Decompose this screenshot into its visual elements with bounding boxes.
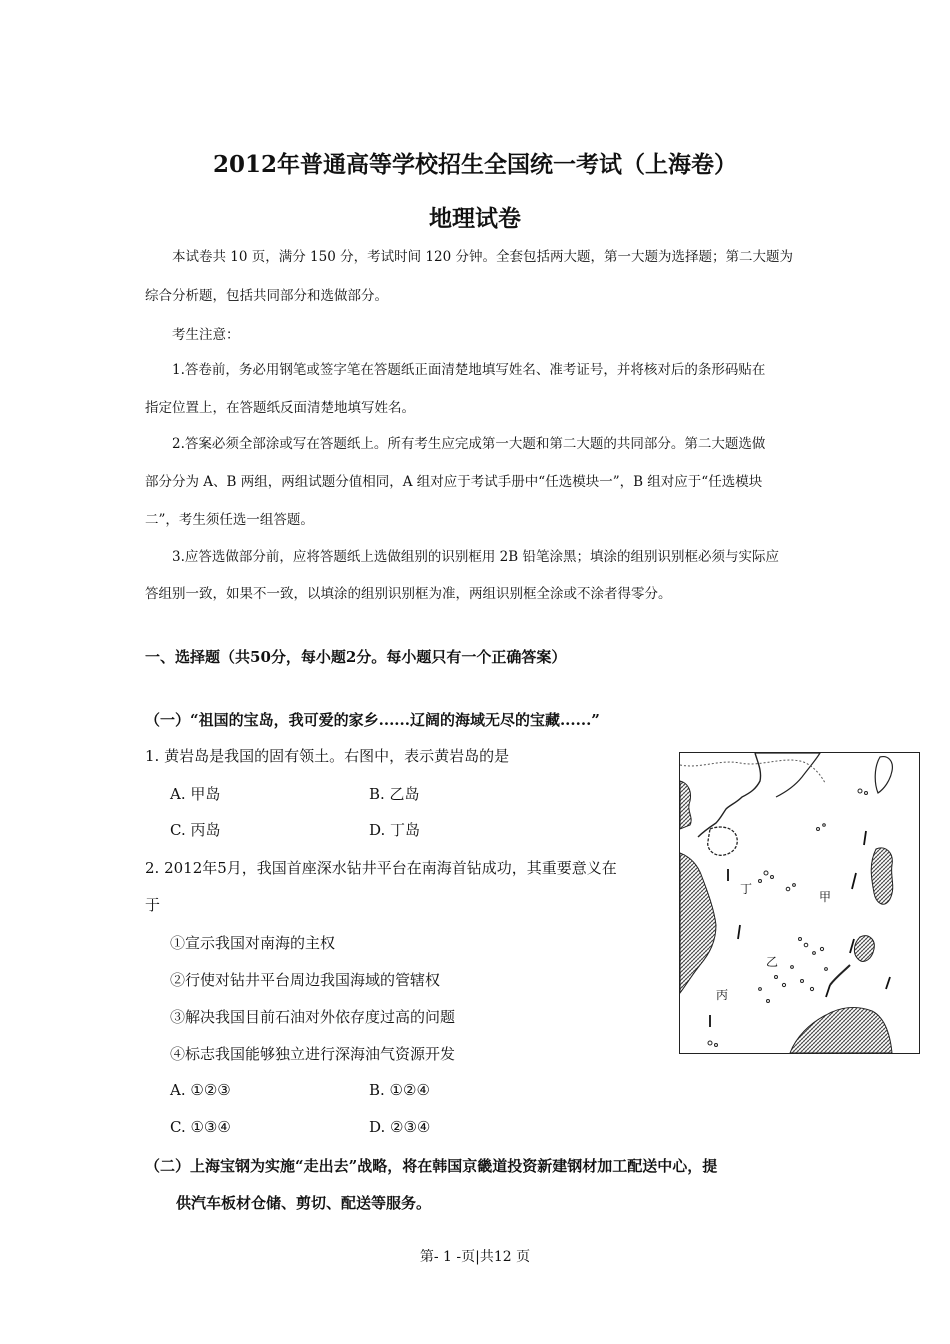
nine-dash-line xyxy=(710,831,890,1027)
question-1-option-d: D. 丁岛 xyxy=(369,821,421,839)
group-2-heading-line-1: （二）上海宝钢为实施“走出去”战略，将在韩国京畿道投资新建钢材加工配送中心，提 xyxy=(145,1157,718,1175)
philippines-south xyxy=(854,936,874,962)
palawan xyxy=(830,965,850,985)
question-2-statement-2: ②行使对钻井平台周边我国海域的管辖权 xyxy=(170,971,441,989)
china-coastline xyxy=(698,753,761,837)
south-china-sea-map xyxy=(679,752,920,1054)
question-2-stem-line-2: 于 xyxy=(145,896,161,914)
group-1-heading: （一）“祖国的宝岛，我可爱的家乡......辽阔的海域无尽的宝藏......” xyxy=(145,711,600,729)
label-bing: 丙 xyxy=(716,988,729,1002)
question-2-option-a: A. ①②③ xyxy=(170,1081,231,1099)
section-heading: 一、选择题（共50分，每小题2分。每小题只有一个正确答案） xyxy=(145,648,567,666)
question-2-option-d: D. ②③④ xyxy=(369,1118,431,1136)
notice-heading: 考生注意： xyxy=(172,327,240,343)
map-graphic xyxy=(680,753,919,1053)
label-ding: 丁 xyxy=(740,882,753,896)
page-subtitle: 地理试卷 xyxy=(429,205,521,232)
question-2-stem-line-1: 2. 2012年5月，我国首座深水钻井平台在南海首钻成功，其重要意义在 xyxy=(145,859,617,877)
label-jia: 甲 xyxy=(819,890,832,904)
question-1-option-a: A. 甲岛 xyxy=(170,785,221,803)
province-boundary xyxy=(680,760,825,783)
notice-2-line-3: 二”，考生须任选一组答题。 xyxy=(145,512,314,528)
group-2-heading-line-2: 供汽车板材仓储、剪切、配送等服务。 xyxy=(176,1194,432,1212)
page-title: 2012年普通高等学校招生全国统一考试（上海卷） xyxy=(212,151,737,178)
question-2-statement-4: ④标志我国能够独立进行深海油气资源开发 xyxy=(170,1045,456,1063)
intro-line-2: 综合分析题，包括共同部分和选做部分。 xyxy=(145,288,388,304)
label-yi: 乙 xyxy=(766,955,779,969)
question-2-option-b: B. ①②④ xyxy=(369,1081,430,1099)
question-2-statement-1: ①宣示我国对南海的主权 xyxy=(170,934,336,952)
page-number: 第- 1 -页|共12 页 xyxy=(419,1249,531,1265)
notice-2-line-2: 部分分为 A、B 两组，两组试题分值相同，A 组对应于考试手册中“任选模块一”，B 组对应于“任选模块 xyxy=(145,474,763,490)
notice-3-line-2: 答组别一致，如果不一致，以填涂的组别识别框为准，两组识别框全涂或不涂者得零分。 xyxy=(145,586,672,602)
notice-3-line-1: 3.应答选做部分前，应将答题纸上选做组别的识别框用 2B 铅笔涂黑；填涂的组别识别框必须与实际应 xyxy=(172,549,779,565)
question-1-option-c: C. 丙岛 xyxy=(170,821,221,839)
question-2-option-c: C. ①③④ xyxy=(170,1118,231,1136)
indochina-landmass xyxy=(680,781,691,829)
taiwan-island xyxy=(875,757,892,793)
philippines-luzon xyxy=(871,848,893,904)
notice-1-line-2: 指定位置上，在答题纸反面清楚地填写姓名。 xyxy=(145,400,415,416)
question-1-stem: 1. 黄岩岛是我国的固有领土。右图中，表示黄岩岛的是 xyxy=(145,747,510,765)
hainan-island xyxy=(708,827,738,855)
intro-line-1: 本试卷共 10 页，满分 150 分，考试时间 120 分钟。全套包括两大题，第一大题为选择题；第二大题为 xyxy=(172,249,793,265)
vietnam-landmass xyxy=(680,853,716,993)
notice-1-line-1: 1.答卷前，务必用钢笔或签字笔在答题纸正面清楚地填写姓名、准考证号，并将核对后的条形码贴在 xyxy=(172,362,766,378)
question-1-option-b: B. 乙岛 xyxy=(369,785,420,803)
borneo-landmass xyxy=(790,1008,892,1053)
question-2-statement-3: ③解决我国目前石油对外依存度过高的问题 xyxy=(170,1008,456,1026)
notice-2-line-1: 2.答案必须全部涂或写在答题纸上。所有考生应完成第一大题和第二大题的共同部分。第二大题选做 xyxy=(172,436,766,452)
